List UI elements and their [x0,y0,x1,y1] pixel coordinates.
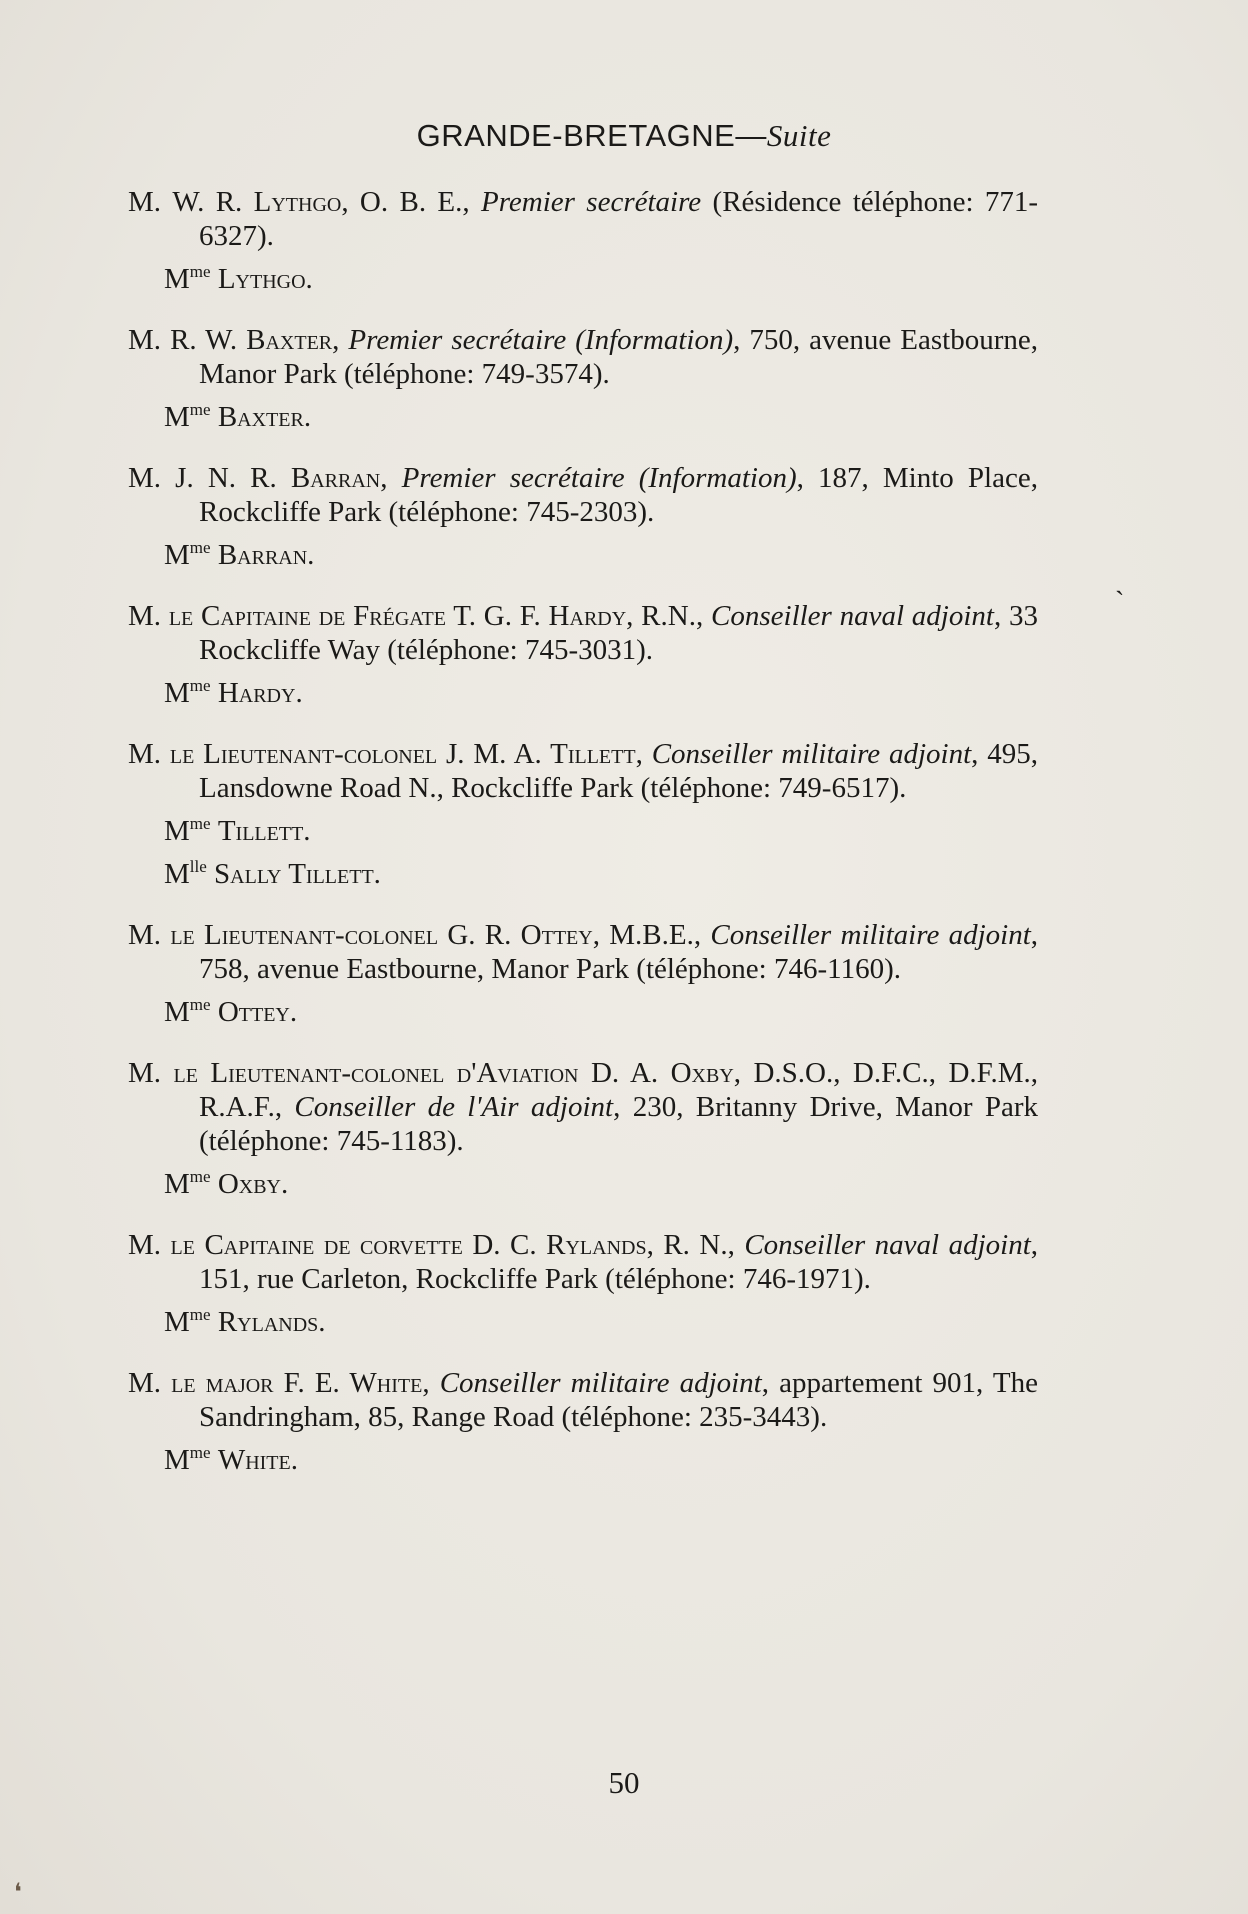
list-item [128,1056,1038,1201]
entry-title: M. [128,738,170,770]
entry-details: , 750, avenue Eastbourne, Manor Park (téléphone: 749-3574). [199,324,1038,390]
entry-sep: , [695,600,712,632]
ink-speck: ˏ [1115,565,1125,596]
spouse-prefix: M [164,1306,190,1338]
page-header [0,118,1248,154]
entry-role: Conseiller militaire adjoint [651,738,972,770]
entry-name: le major F. E. White [171,1367,423,1399]
spouse-name: Tillett. [217,815,311,847]
entry-sep: , [727,1229,745,1261]
entry-details: , 151, rue Carleton, Rockcliffe Park (téléphone: 746-1971). [199,1229,1038,1295]
child-prefix: M [164,858,190,890]
entry-sep: , [422,1367,440,1399]
list-item [128,1228,1038,1339]
spouse-name: Baxter. [217,401,312,433]
spouse-line [128,807,1038,848]
entry-name: le Capitaine de corvette D. C. Rylands, R. N. [170,1229,728,1261]
header-dash: — [735,118,767,153]
spouse-line [128,669,1038,710]
entry-name: J. N. R. Barran [175,462,381,494]
entry-details: , 495, Lansdowne Road N., Rockcliffe Park (téléphone: 749-6517). [199,738,1039,804]
entry-role: Conseiller naval adjoint [744,1229,1031,1261]
list-item [128,1366,1038,1477]
list-item [128,461,1038,572]
entry-role: Premier secrétaire (Information) [401,462,797,494]
entry-details: (Résidence téléphone: 771-6327). [199,186,1038,252]
entry-title: M. [128,1057,174,1089]
spouse-name: Hardy. [217,677,303,709]
entry-details: , 758, avenue Eastbourne, Manor Park (téléphone: 746-1160). [199,919,1039,985]
spouse-sup: me [189,814,211,833]
entry-name: le Lieutenant-colonel G. R. Ottey, M.B.E. [170,919,694,951]
list-item [128,599,1038,710]
child-sup: lle [189,857,207,876]
entry-details: , 187, Minto Place, Rockcliffe Park (téléphone: 745-2303). [199,462,1038,528]
spouse-sup: me [189,1443,211,1462]
entry-title: M. [128,600,169,632]
entry-text [128,1228,1038,1296]
spouse-prefix: M [164,539,190,571]
entry-title: M. [128,919,171,951]
entry-text [128,737,1038,805]
entry-role: Conseiller militaire adjoint [710,919,1031,951]
entry-details: , 230, Britanny Drive, Manor Park (téléphone: 745-1183). [199,1091,1038,1157]
spouse-prefix: M [164,996,190,1028]
spouse-prefix: M [164,677,190,709]
entry-details: , appartement 901, The Sandringham, 85, Range Road (téléphone: 235-3443). [199,1367,1038,1433]
list-item [128,737,1038,891]
entry-sep: , [380,462,402,494]
page-number: 50 [608,1765,640,1800]
entry-text [128,918,1038,986]
entry-name: le Lieutenant-colonel d'Aviation D. A. Oxby [173,1057,734,1089]
entry-name: le Lieutenant-colonel J. M. A. Tillett [169,738,636,770]
spouse-sup: me [189,1305,211,1324]
header-title: GRANDE-BRETAGNE [416,118,736,153]
spouse-sup: me [189,538,211,557]
margin-mark: ❛ [14,1880,22,1906]
entry-role: Premier secrétaire (Information) [348,324,734,356]
entry-role: Conseiller de l'Air adjoint [294,1091,614,1123]
list-item [128,323,1038,434]
entry-role: Conseiller militaire adjoint [439,1367,762,1399]
entry-text [128,1366,1038,1434]
entry-details: , 33 Rockcliffe Way (téléphone: 745-3031). [199,600,1039,666]
spouse-prefix: M [164,401,190,433]
spouse-line [128,255,1038,296]
spouse-name: Rylands. [217,1306,326,1338]
spouse-line [128,1298,1038,1339]
spouse-sup: me [189,995,211,1014]
spouse-line [128,988,1038,1029]
spouse-prefix: M [164,1444,190,1476]
entry-text [128,323,1038,391]
header-suite: Suite [766,118,832,153]
entry-text [128,599,1038,667]
spouse-name: Barran. [217,539,315,571]
spouse-sup: me [189,676,211,695]
entry-role: Conseiller naval adjoint [711,600,994,632]
spouse-line [128,393,1038,434]
entry-role: Premier secrétaire [481,186,702,218]
list-item [128,918,1038,1029]
entry-title: M. [128,1229,171,1261]
entry-sep: , [635,738,652,770]
entry-sep: , [693,919,711,951]
spouse-prefix: M [164,263,190,295]
spouse-prefix: M [164,815,190,847]
entry-sep: , [462,186,481,218]
spouse-sup: me [189,1167,211,1186]
entry-text [128,1056,1038,1158]
entry-title: M. [128,186,173,218]
entry-sep: , [332,324,349,356]
entries-list [128,185,1038,1504]
spouse-name: Ottey. [217,996,298,1028]
entry-text [128,461,1038,529]
spouse-line [128,531,1038,572]
spouse-prefix: M [164,1168,190,1200]
spouse-name: White. [217,1444,298,1476]
spouse-sup: me [189,400,211,419]
spouse-line [128,1160,1038,1201]
entry-title: M. [128,1367,172,1399]
spouse-line [128,1436,1038,1477]
spouse-name: Oxby. [217,1168,289,1200]
child-name: Sally Tillett. [214,858,381,890]
entry-name: R. W. Baxter [170,324,333,356]
entry-title: M. [128,324,171,356]
entry-sep: , D.S.O., D.F.C., D.F.M., R.A.F., [199,1057,1038,1123]
entry-title: M. [128,462,176,494]
spouse-name: Lythgo. [217,263,313,295]
spouse-sup: me [189,262,211,281]
entry-name: le Capitaine de Frégate T. G. F. Hardy, R.N. [168,600,696,632]
list-item [128,185,1038,296]
child-line [128,850,1038,891]
entry-name: W. R. Lythgo, O. B. E. [172,186,463,218]
entry-text [128,185,1038,253]
